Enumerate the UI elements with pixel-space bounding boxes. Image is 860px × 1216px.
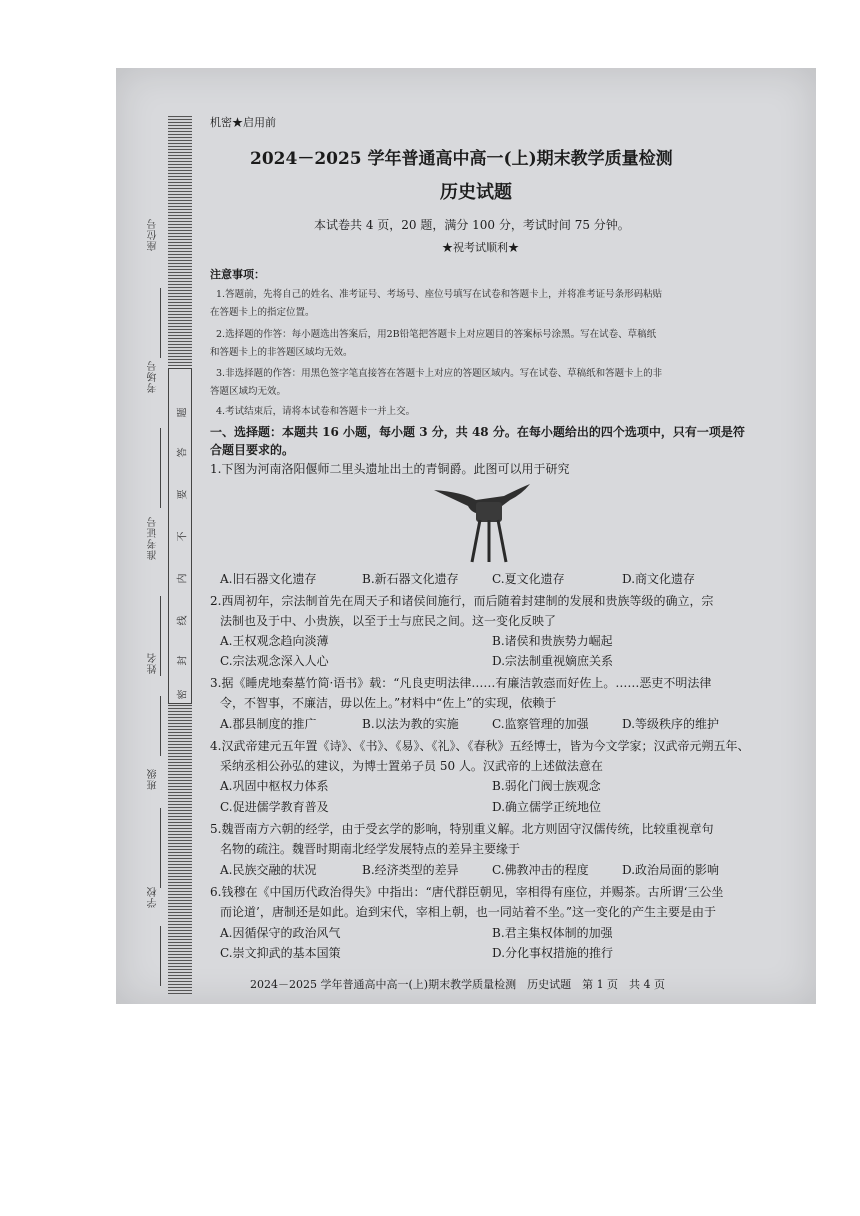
exam-subject: 历史试题 xyxy=(440,182,512,203)
binding-margin xyxy=(116,68,208,1004)
question-2-stem-cont: 法制也及于中、小贵族，以至于士与庶民之间。这一变化反映了 xyxy=(220,614,557,628)
question-4-stem-cont: 采纳丞相公孙弘的建议，为博士置弟子员 50 人。汉武帝的上述做法意在 xyxy=(220,759,603,773)
seal-char: 要 xyxy=(177,489,189,500)
note-line: 3.非选择题的作答：用黑色签字笔直接答在答题卡上对应的答题区域内。写在试卷、草稿纸和答题卡上的非 xyxy=(216,368,663,379)
question-3-option-d: D.等级秩序的维护 xyxy=(622,717,720,731)
note-line: 答题区域均无效。 xyxy=(210,386,287,397)
seal-char: 线 xyxy=(177,615,189,626)
good-luck-line: ★祝考试顺利★ xyxy=(442,241,519,254)
question-5-option-d: D.政治局面的影响 xyxy=(622,863,720,877)
question-4-option-c: C.促进儒学教育普及 xyxy=(220,800,329,814)
bronze-jue-image xyxy=(432,476,532,566)
question-5-option-b: B.经济类型的差异 xyxy=(362,863,459,877)
question-6-option-a: A.因循保守的政治风气 xyxy=(220,926,341,940)
seal-char: 封 xyxy=(177,655,189,666)
note-line: 在答题卡上的指定位置。 xyxy=(210,307,315,318)
note-line: 2.选择题的作答：每小题选出答案后，用2B铅笔把答题卡上对应题目的答案标号涂黑。写在试卷、草稿纸 xyxy=(216,329,657,340)
question-3-stem: 3.据《睡虎地秦墓竹简·语书》载：“凡良吏明法律……有廉洁敦悫而好佐上。……恶吏不明法律 xyxy=(210,676,712,690)
question-2-option-d: D.宗法制重视嫡庶关系 xyxy=(492,654,614,668)
question-3-stem-cont: 令，不智事，不廉洁，毋以佐上。”材料中“佐上”的实现，依赖于 xyxy=(220,696,557,710)
question-4-option-d: D.确立儒学正统地位 xyxy=(492,800,602,814)
question-6-option-c: C.崇文抑武的基本国策 xyxy=(220,946,341,960)
school-label: 学校 xyxy=(148,886,159,908)
section-heading: 一、选择题：本题共 16 小题，每小题 3 分，共 48 分。在每小题给出的四个选项中，只有一项是符 xyxy=(210,425,745,439)
seal-char: 题 xyxy=(177,407,189,418)
seal-char: 密 xyxy=(177,689,189,700)
question-5-option-a: A.民族交融的状况 xyxy=(220,863,317,877)
question-2-option-c: C.宗法观念深入人心 xyxy=(220,654,329,668)
question-3-option-b: B.以法为教的实施 xyxy=(362,717,459,731)
exam-room-label: 考场号 xyxy=(148,360,159,393)
class-line xyxy=(160,808,161,888)
seal-char: 答 xyxy=(177,447,189,458)
seal-char: 不 xyxy=(177,531,189,542)
question-2-stem: 2.西周初年，宗法制首先在周天子和诸侯间施行，而后随着封建制的发展和贵族等级的确立，宗 xyxy=(210,594,714,608)
question-1-option-c: C.夏文化遗存 xyxy=(492,572,565,586)
question-5-option-c: C.佛教冲击的程度 xyxy=(492,863,589,877)
question-3-option-a: A.郡县制度的推广 xyxy=(220,717,317,731)
question-1-stem: 1.下图为河南洛阳偃师二里头遗址出土的青铜爵。此图可以用于研究 xyxy=(210,462,570,476)
exam-info: 本试卷共 4 页，20 题，满分 100 分，考试时间 75 分钟。 xyxy=(314,218,630,232)
note-line: 1.答题前，先将自己的姓名、准考证号、考场号、座位号填写在试卷和答题卡上，并将准考证号条形码粘贴 xyxy=(216,289,663,300)
question-1-option-a: A.旧石器文化遗存 xyxy=(220,572,317,586)
class-label: 班级 xyxy=(148,768,159,790)
hatch-strip-bottom xyxy=(168,704,192,994)
note-line: 4.考试结束后，请将本试卷和答题卡一并上交。 xyxy=(216,406,416,417)
question-6-stem: 6.钱穆在《中国历代政治得失》中指出：“唐代群臣朝见，宰相得有座位，并赐茶。古所谓‘三公坐 xyxy=(210,885,724,899)
question-1-option-b: B.新石器文化遗存 xyxy=(362,572,459,586)
school-line xyxy=(160,926,161,986)
question-5-stem-cont: 名物的疏注。魏晋时期南北经学发展特点的差异主要缘于 xyxy=(220,842,521,856)
confidential-mark: 机密★启用前 xyxy=(210,116,276,129)
exam-room-line xyxy=(160,428,161,508)
section-heading-cont: 合题目要求的。 xyxy=(210,443,295,457)
question-4-stem: 4.汉武帝建元五年置《诗》、《书》、《易》、《礼》、《春秋》五经博士，皆为今文学家；汉武帝元朔五年、 xyxy=(210,739,750,753)
question-3-option-c: C.监察管理的加强 xyxy=(492,717,589,731)
seat-number-line xyxy=(160,288,161,358)
question-1-option-d: D.商文化遗存 xyxy=(622,572,696,586)
question-2-option-b: B.诸侯和贵族势力崛起 xyxy=(492,634,613,648)
hatch-strip-top xyxy=(168,116,192,366)
question-4-option-a: A.巩固中枢权力体系 xyxy=(220,779,329,793)
question-6-stem-cont: 而论道’，唐制还是如此。迨到宋代，宰相上朝，也一同站着不坐。”这一变化的产生主要是由于 xyxy=(220,905,716,919)
question-6-option-b: B.君主集权体制的加强 xyxy=(492,926,613,940)
notes-heading: 注意事项： xyxy=(210,268,265,281)
question-2-option-a: A.王权观念趋向淡薄 xyxy=(220,634,329,648)
name-label: 姓名 xyxy=(148,652,159,674)
question-4-option-b: B.弱化门阀士族观念 xyxy=(492,779,601,793)
note-line: 和答题卡上的非答题区域均无效。 xyxy=(210,347,353,358)
page-footer: 2024－2025 学年普通高中高一(上)期末教学质量检测 历史试题 第 1 页 共 4 页 xyxy=(250,978,666,991)
question-5-stem: 5.魏晋南方六朝的经学，由于受玄学的影响，特别重义解。北方则固守汉儒传统，比较重视章句 xyxy=(210,822,714,836)
name-line xyxy=(160,696,161,756)
question-6-option-d: D.分化事权措施的推行 xyxy=(492,946,614,960)
ticket-number-label: 准考证号 xyxy=(148,516,159,560)
exam-paper xyxy=(116,68,816,1004)
seal-line-strip xyxy=(168,368,192,704)
exam-title: 2024－2025 学年普通高中高一(上)期末教学质量检测 xyxy=(250,149,673,169)
seal-char: 内 xyxy=(177,573,189,584)
seat-number-label: 座位号 xyxy=(148,218,159,251)
